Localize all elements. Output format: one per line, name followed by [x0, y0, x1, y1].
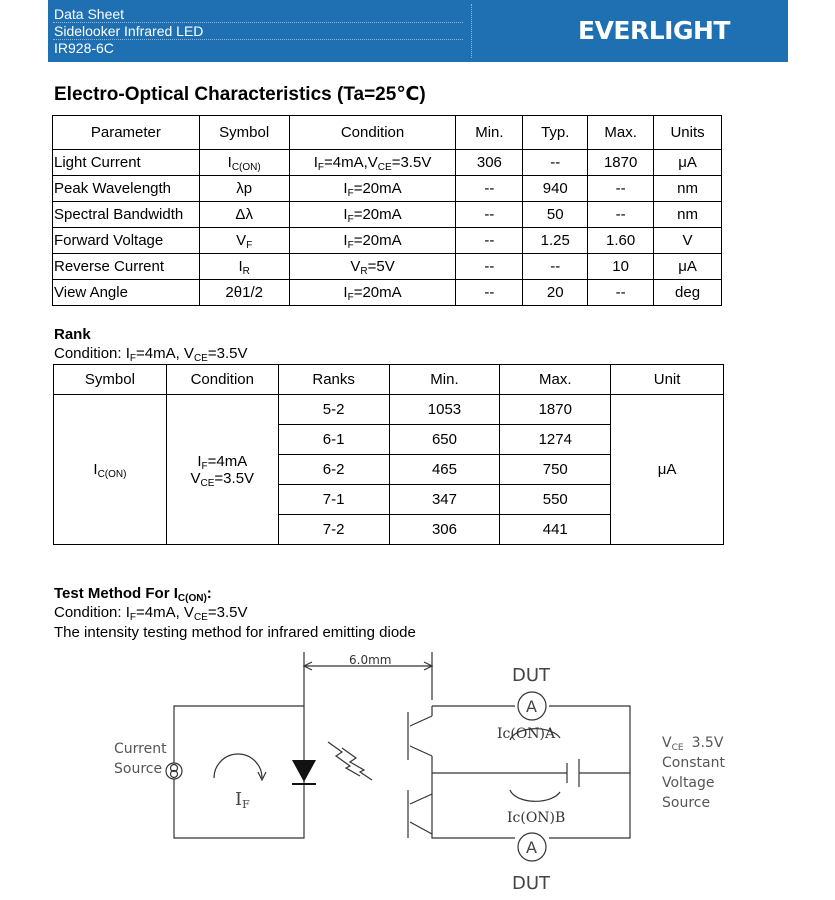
cell-max: 1274	[500, 425, 611, 455]
everlight-logo: EVERLIGHT	[578, 16, 730, 45]
table-row	[53, 150, 722, 176]
current-source-loop	[174, 706, 304, 838]
rank-condition: Condition: $I_F=4mA$, $V_{CE}=3.5V$	[54, 345, 248, 364]
cell-max: 1870	[588, 150, 654, 176]
header-divider	[471, 4, 472, 58]
table-row	[53, 280, 722, 306]
col-header: Symbol	[199, 116, 289, 150]
ic-a-label: Ic(ON)A	[497, 726, 556, 742]
rank-condition-cell: $I_F=4mA$ $V_{CE}=3.5V$	[166, 395, 278, 545]
cell-condition: $I_F=20mA$	[289, 176, 456, 202]
col-header: Condition	[289, 116, 456, 150]
dut-bottom-label: DUT	[512, 873, 551, 894]
cell-typ: --	[523, 254, 588, 280]
eo-table	[52, 115, 722, 306]
cell-unit: nm	[654, 202, 722, 228]
header-rule	[53, 39, 463, 41]
cell-max: --	[588, 202, 654, 228]
table-row	[53, 228, 722, 254]
ammeter-top: A	[526, 697, 537, 716]
cell-max: 750	[500, 455, 611, 485]
cell-symbol: $V_F$	[199, 228, 289, 254]
cell-parameter: Light Current	[53, 150, 200, 176]
cell-min: 306	[389, 515, 500, 545]
current-source-label: Current	[114, 741, 167, 757]
ammeter-bottom: A	[526, 838, 537, 857]
cell-unit: nm	[654, 176, 722, 202]
vce-label: $V_{CE}$ 3.5V	[662, 735, 724, 753]
cell-min: 1053	[389, 395, 500, 425]
cell-unit: V	[654, 228, 722, 254]
cell-typ: 1.25	[523, 228, 588, 254]
table-row	[54, 395, 724, 425]
test-method-title: Test Method For $I_{C(ON)}$:	[54, 585, 212, 604]
ic-b-label: Ic(ON)B	[507, 810, 566, 826]
cell-symbol: $I_{C(ON)}$	[199, 150, 289, 176]
cell-min: --	[456, 228, 523, 254]
cell-condition: $I_F=20mA$	[289, 228, 456, 254]
cell-rank: 7-1	[278, 485, 389, 515]
cell-parameter: Forward Voltage	[53, 228, 200, 254]
cell-parameter: Spectral Bandwidth	[53, 202, 200, 228]
cell-max: 10	[588, 254, 654, 280]
col-header: Parameter	[53, 116, 200, 150]
col-header: Units	[654, 116, 722, 150]
led-symbol	[292, 760, 316, 782]
if-label: IF	[235, 789, 250, 811]
rank-title: Rank	[54, 326, 91, 343]
cell-condition: $I_F=4mA,V_{CE}=3.5V$	[289, 150, 456, 176]
dimension-label: 6.0mm	[349, 653, 392, 667]
col-header: Symbol	[54, 365, 167, 395]
cell-rank: 6-1	[278, 425, 389, 455]
cell-max: 550	[500, 485, 611, 515]
rank-unit-cell: μA	[611, 395, 724, 545]
cell-symbol: Δλ	[199, 202, 289, 228]
page-title: Electro-Optical Characteristics (Ta=25℃)	[54, 84, 426, 105]
col-header: Min.	[389, 365, 500, 395]
cell-condition: $I_F=20mA$	[289, 280, 456, 306]
cell-max: 1.60	[588, 228, 654, 254]
voltage-source-label: Constant	[662, 755, 725, 771]
test-circuit-diagram	[0, 640, 835, 900]
table-row	[53, 176, 722, 202]
col-header: Max.	[500, 365, 611, 395]
cell-condition: $V_R=5V$	[289, 254, 456, 280]
cell-max: --	[588, 280, 654, 306]
product-name: Sidelooker Infrared LED	[54, 23, 204, 39]
cell-unit: μA	[654, 254, 722, 280]
cell-typ: 20	[523, 280, 588, 306]
cell-rank: 6-2	[278, 455, 389, 485]
cell-min: --	[456, 280, 523, 306]
col-header: Max.	[588, 116, 654, 150]
voltage-source-label: Source	[662, 795, 711, 811]
current-source-label: Source	[114, 761, 163, 777]
table-header-row	[54, 365, 724, 395]
table-row	[53, 254, 722, 280]
cell-rank: 7-2	[278, 515, 389, 545]
cell-condition: $I_F=20mA$	[289, 202, 456, 228]
cell-unit: deg	[654, 280, 722, 306]
dut-top-label: DUT	[512, 665, 551, 686]
col-header: Ranks	[278, 365, 389, 395]
cell-min: 306	[456, 150, 523, 176]
cell-typ: --	[523, 150, 588, 176]
test-condition: Condition: $I_F=4mA$, $V_{CE}=3.5V$	[54, 604, 248, 623]
rank-table	[53, 364, 724, 545]
cell-min: 650	[389, 425, 500, 455]
cell-parameter: Reverse Current	[53, 254, 200, 280]
voltage-source-label: Voltage	[662, 775, 715, 791]
cell-rank: 5-2	[278, 395, 389, 425]
col-header: Typ.	[523, 116, 588, 150]
cell-max: --	[588, 176, 654, 202]
part-number: IR928-6C	[54, 40, 114, 56]
cell-min: 465	[389, 455, 500, 485]
cell-typ: 940	[523, 176, 588, 202]
table-header-row	[53, 116, 722, 150]
cell-min: 347	[389, 485, 500, 515]
col-header: Unit	[611, 365, 724, 395]
cell-typ: 50	[523, 202, 588, 228]
cell-min: --	[456, 176, 523, 202]
cell-symbol: $I_R$	[199, 254, 289, 280]
cell-parameter: View Angle	[53, 280, 200, 306]
cell-unit: μA	[654, 150, 722, 176]
cell-min: --	[456, 202, 523, 228]
cell-min: --	[456, 254, 523, 280]
cell-max: 441	[500, 515, 611, 545]
doc-type: Data Sheet	[54, 6, 125, 22]
cell-symbol: 2θ1/2	[199, 280, 289, 306]
col-header: Min.	[456, 116, 523, 150]
cell-parameter: Peak Wavelength	[53, 176, 200, 202]
test-description: The intensity testing method for infrared emitting diode	[54, 624, 416, 641]
col-header: Condition	[166, 365, 278, 395]
cell-symbol: λp	[199, 176, 289, 202]
rank-symbol-cell: $I_{C(ON)}$	[54, 395, 167, 545]
table-row	[53, 202, 722, 228]
cell-max: 1870	[500, 395, 611, 425]
